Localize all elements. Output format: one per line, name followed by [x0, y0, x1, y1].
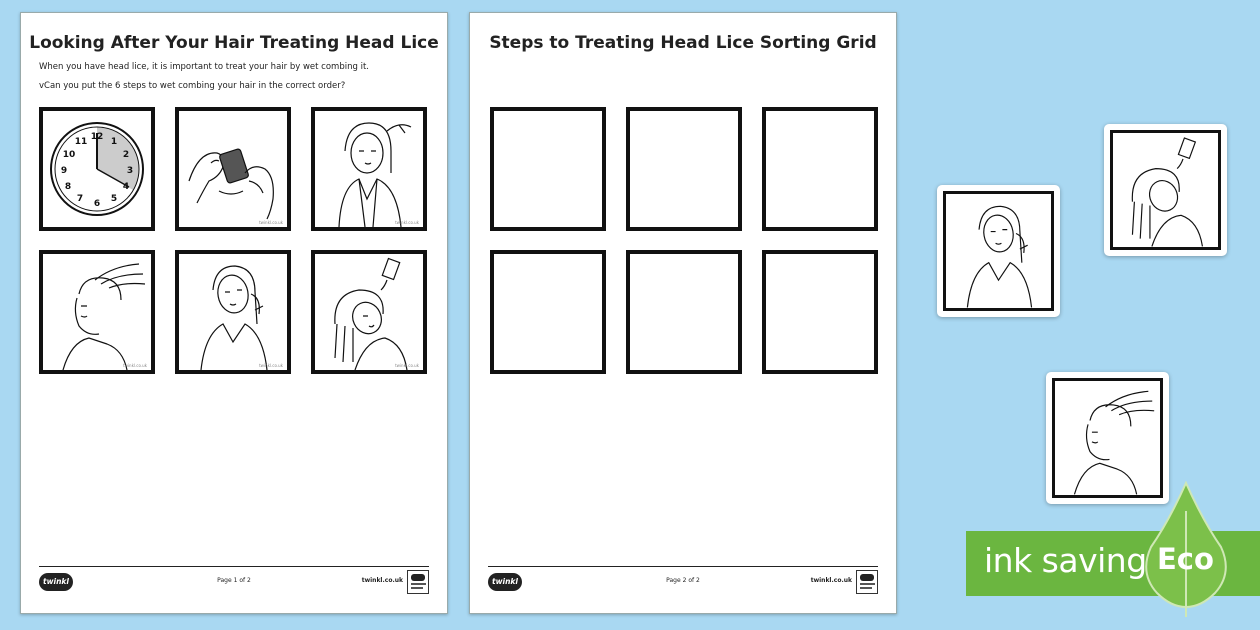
scalp-massage-icon [1055, 381, 1160, 495]
step-card-comb[interactable] [175, 107, 291, 231]
clock-icon [43, 111, 151, 227]
page-title: Steps to Treating Head Lice Sorting Grid [489, 33, 877, 53]
clock-number: 11 [74, 137, 88, 147]
loose-card-pouring[interactable] [1104, 124, 1227, 256]
twinkl-logo: twinkl [39, 573, 73, 591]
sorting-grid-cell[interactable] [626, 107, 742, 231]
quality-badge-icon [856, 570, 878, 594]
conditioner-icon [179, 254, 287, 370]
clock-number: 10 [62, 150, 76, 160]
card-credit: twinkl.co.uk [395, 220, 419, 225]
clock-number: 9 [60, 166, 68, 176]
site-url: twinkl.co.uk [361, 577, 403, 584]
clock-number: 1 [110, 137, 118, 147]
card-credit: twinkl.co.uk [259, 363, 283, 368]
instruction-question: vCan you put the 6 steps to wet combing your hair in the correct order? [39, 81, 346, 91]
step-card-conditioner[interactable] [175, 250, 291, 374]
step-card-clock[interactable] [39, 107, 155, 231]
step-card-combing[interactable] [311, 107, 427, 231]
twinkl-logo: twinkl [488, 573, 522, 591]
card-credit: twinkl.co.uk [123, 363, 147, 368]
footer-divider [39, 566, 429, 567]
quality-badge-icon [407, 570, 429, 594]
sorting-grid-cell[interactable] [490, 107, 606, 231]
page-number: Page 1 of 2 [217, 577, 251, 584]
clock-number: 8 [64, 182, 72, 192]
step-card-massage[interactable] [39, 250, 155, 374]
comb-icon [179, 111, 287, 227]
page-title: Looking After Your Hair Treating Head Lice [29, 33, 439, 53]
eco-badge-label: Eco [1157, 542, 1214, 576]
clock-number: 2 [122, 150, 130, 160]
clock-number: 6 [93, 199, 101, 209]
instruction-text: When you have head lice, it is important to treat your hair by wet combing it. [39, 62, 369, 72]
step-card-pouring[interactable] [311, 250, 427, 374]
clock-number: 12 [90, 132, 104, 142]
card-credit: twinkl.co.uk [395, 363, 419, 368]
footer-divider [488, 566, 878, 567]
worksheet-page-1 [20, 12, 448, 614]
ink-saving-label: ink saving [984, 541, 1147, 580]
sorting-grid-cell[interactable] [490, 250, 606, 374]
sorting-grid-cell[interactable] [762, 107, 878, 231]
worksheet-page-2 [469, 12, 897, 614]
scalp-massage-icon [43, 254, 151, 370]
site-url: twinkl.co.uk [810, 577, 852, 584]
card-credit: twinkl.co.uk [259, 220, 283, 225]
clock-number: 3 [126, 166, 134, 176]
sorting-grid-cell[interactable] [626, 250, 742, 374]
loose-card-conditioner[interactable] [937, 185, 1060, 317]
hair-combing-icon [315, 111, 423, 227]
pouring-lotion-icon [315, 254, 423, 370]
page-number: Page 2 of 2 [666, 577, 700, 584]
conditioner-icon [946, 194, 1051, 308]
sorting-grid-cell[interactable] [762, 250, 878, 374]
pouring-lotion-icon [1113, 133, 1218, 247]
clock-number: 5 [110, 194, 118, 204]
clock-number: 7 [76, 194, 84, 204]
clock-number: 4 [122, 182, 130, 192]
